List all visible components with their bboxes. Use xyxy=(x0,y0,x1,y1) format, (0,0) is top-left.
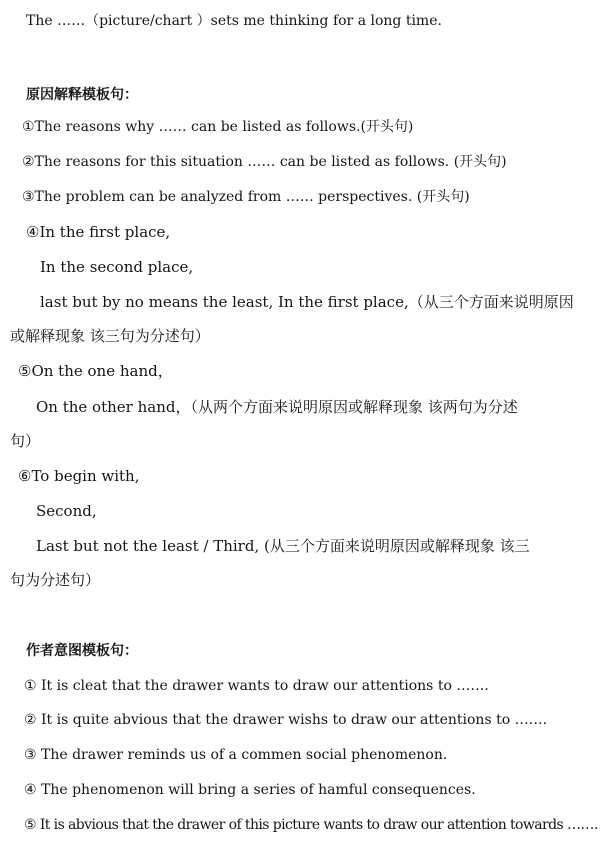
reason-line-12: Second, xyxy=(36,502,97,520)
intention-section-heading: 作者意图模板句： xyxy=(26,643,138,659)
reason-line-13: Last but not the least / Third, (从三个方面来说明原因或解释现象 该三 xyxy=(36,537,530,555)
reason-line-7: 或解释现象 该三句为分述句） xyxy=(10,327,210,345)
intention-line-5: ⑤ It is abvious that the drawer of this picture wants to draw our attention towards ……. xyxy=(24,817,598,833)
intention-line-1: ① It is cleat that the drawer wants to draw our attentions to ……. xyxy=(24,678,489,694)
reason-line-14: 句为分述句） xyxy=(10,571,101,589)
reason-line-10: 句） xyxy=(10,432,41,450)
reason-line-8: ⑤On the one hand， xyxy=(18,362,173,380)
reason-line-2: ②The reasons for this situation …… can be listed as follows. (开头句) xyxy=(22,154,507,170)
intention-line-2: ② It is quite abvious that the drawer wishs to draw our attentions to ……. xyxy=(24,712,548,728)
intro-line: The ……（picture/chart ）sets me thinking for a long time. xyxy=(26,13,442,29)
reason-line-9: On the other hand，（从两个方面来说明原因或解释现象 该两句为分述 xyxy=(36,398,518,416)
reason-line-3: ③The problem can be analyzed from …… perspectives. (开头句) xyxy=(22,189,470,205)
reason-line-4: ④In the first place, xyxy=(26,223,171,241)
reason-line-6: last but by no means the least, In the first place,（从三个方面来说明原因 xyxy=(40,293,574,311)
reason-section-heading: 原因解释模板句： xyxy=(26,87,138,103)
intention-line-4: ④ The phenomenon will bring a series of hamful consequences. xyxy=(24,782,476,798)
reason-line-1: ①The reasons why …… can be listed as follows.(开头句) xyxy=(22,119,414,135)
reason-line-11: ⑥To begin with, xyxy=(18,467,140,485)
reason-line-5: In the second place, xyxy=(40,258,194,276)
intention-line-3: ③ The drawer reminds us of a commen social phenomenon. xyxy=(24,747,448,763)
